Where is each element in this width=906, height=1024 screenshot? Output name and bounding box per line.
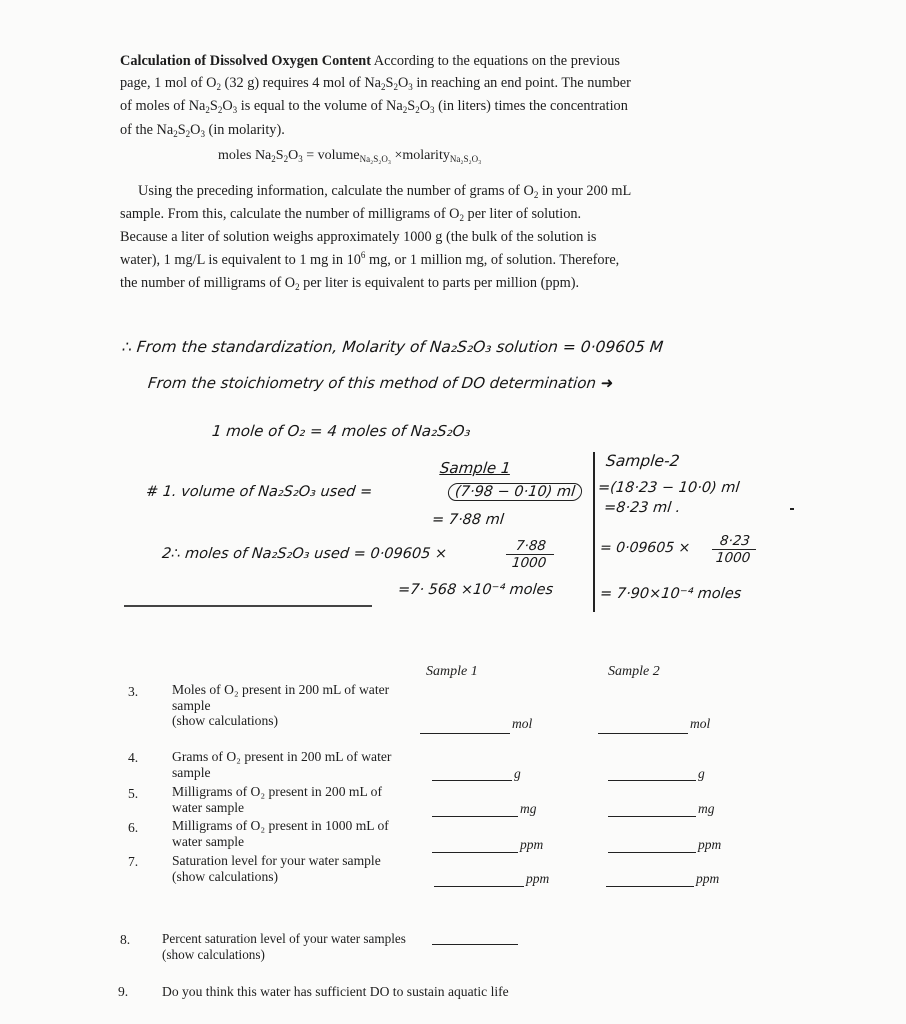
question-number: 6. bbox=[128, 820, 139, 835]
answer-blank-q3-sample2[interactable] bbox=[598, 733, 688, 734]
answer-blank-q6-sample1[interactable] bbox=[432, 852, 518, 853]
fraction-denominator: 1000 bbox=[715, 550, 752, 566]
answer-blank-q5-sample1[interactable] bbox=[432, 816, 518, 817]
question-number: 9. bbox=[118, 984, 129, 999]
handwritten-item2-sample2-result: = 7·90×10⁻⁴ moles bbox=[599, 586, 743, 602]
question-9-text: Do you think this water has sufficient DO to sustain aquatic life bbox=[162, 984, 509, 999]
unit-label: ppm bbox=[526, 871, 550, 886]
unit-label: g bbox=[514, 766, 521, 781]
fraction-numerator: 7·88 bbox=[506, 538, 556, 555]
handwritten-sample1-header: Sample 1 bbox=[439, 459, 512, 477]
handwritten-item1-sample2-result: =8·23 ml . bbox=[603, 500, 682, 516]
column-header-sample-2: Sample 2 bbox=[608, 664, 660, 679]
handwritten-item2-sample1-result: =7· 568 ×10⁻⁴ moles bbox=[397, 582, 554, 598]
handwritten-item2-sample2: = 0·09605 × bbox=[599, 540, 692, 556]
answer-blank-q7-sample2[interactable] bbox=[606, 886, 694, 887]
question-3-text: Moles of O₂ present in 200 mL of water sample (show calculations) bbox=[172, 682, 390, 728]
answer-blank-q4-sample1[interactable] bbox=[432, 780, 512, 781]
handwritten-mole-ratio: 1 mole of O₂ = 4 moles of Na₂S₂O₃ bbox=[211, 422, 472, 440]
question-8-text: Percent saturation level of your water samples (show calculations) bbox=[162, 931, 406, 962]
handwritten-underline bbox=[124, 605, 372, 607]
question-number: 5. bbox=[128, 786, 139, 801]
unit-label: ppm bbox=[698, 837, 722, 852]
question-6-text: Milligrams of O₂ present in 1000 mL of water sample bbox=[172, 818, 389, 849]
handwritten-item1-sample1-result: = 7·88 ml bbox=[431, 512, 505, 528]
handwritten-item1-sample2: =(18·23 − 10·0) ml bbox=[597, 480, 741, 496]
unit-label: ppm bbox=[696, 871, 720, 886]
column-header-sample-1: Sample 1 bbox=[426, 664, 478, 679]
handwritten-item2-s1-fraction bbox=[504, 538, 555, 571]
handwritten-item2-label: 2∴ moles of Na₂S₂O₃ used = 0·09605 × bbox=[161, 546, 448, 562]
handwritten-column-divider bbox=[593, 452, 595, 612]
unit-label: mol bbox=[690, 716, 711, 731]
answer-blank-q3-sample1[interactable] bbox=[420, 733, 510, 734]
unit-label: ppm bbox=[520, 837, 544, 852]
handwritten-sample2-header: Sample-2 bbox=[605, 452, 681, 470]
question-number: 3. bbox=[128, 684, 139, 699]
answer-blank-q7-sample1[interactable] bbox=[434, 886, 524, 887]
handwritten-item2-s2-fraction bbox=[710, 533, 757, 566]
question-5-text: Milligrams of O₂ present in 200 mL of water sample bbox=[172, 784, 382, 815]
question-number: 4. bbox=[128, 750, 139, 765]
instructions-paragraph: Using the preceding information, calculate the number of grams of $O_2$ in your 200 mL sample. From this, calculate the number of milligrams of $O_2$ per liter of solution. Because a liter of solution weighs approximately 1000 g (the bulk of the solution is water), 1 mg/L is equivalent to 1 mg in $10^6$ mg, or 1 million mg, of solution. Therefore, the number of milligrams of $O_2$ per liter is equivalent to parts per million (ppm). bbox=[120, 183, 631, 292]
question-4-text: Grams of O₂ present in 200 mL of water sample bbox=[172, 749, 392, 780]
unit-label: mol bbox=[512, 716, 533, 731]
unit-label: g bbox=[698, 766, 705, 781]
handwritten-item1-label: # 1. volume of Na₂S₂O₃ used = bbox=[145, 484, 373, 500]
answer-blank-q8[interactable] bbox=[432, 944, 518, 945]
handwritten-item1-sample1: (7·98 − 0·10) ml bbox=[447, 483, 583, 501]
question-number: 7. bbox=[128, 854, 139, 869]
answer-blank-q5-sample2[interactable] bbox=[608, 816, 696, 817]
answer-blank-q6-sample2[interactable] bbox=[608, 852, 696, 853]
fraction-numerator: 8·23 bbox=[712, 533, 758, 550]
fraction-denominator: 1000 bbox=[511, 555, 548, 571]
question-number: 8. bbox=[120, 932, 131, 947]
handwritten-molarity-line: ∴ From the standardization, Molarity of Na₂S₂O₃ solution = 0·09605 M bbox=[121, 338, 665, 356]
unit-label: mg bbox=[520, 801, 537, 816]
stray-mark bbox=[790, 508, 794, 510]
unit-label: mg bbox=[698, 801, 715, 816]
moles-formula: moles $Na_2S_2O_3$ = volume$_{Na_2S_2O_3}$ ×molarity$_{Na_2S_2O_3}$ bbox=[218, 148, 482, 164]
question-7-text: Saturation level for your water sample (show calculations) bbox=[172, 853, 381, 884]
section-title: Calculation of Dissolved Oxygen Content bbox=[120, 53, 371, 69]
handwritten-stoichiometry-line: From the stoichiometry of this method of DO determination ➜ bbox=[147, 374, 615, 392]
intro-paragraph: Calculation of Dissolved Oxygen Content According to the equations on the previous page, 1 mol of $O_2$ (32 g) requires 4 mol of $Na_2S_2O_3$ in reaching an end point. The number of moles of $Na_2S_2O_3$ is equal to the volume of $Na_2S_2O_3$ (in liters) times the concentration of the $Na_2S_2O_3$ (in molarity). bbox=[120, 53, 631, 139]
answer-blank-q4-sample2[interactable] bbox=[608, 780, 696, 781]
